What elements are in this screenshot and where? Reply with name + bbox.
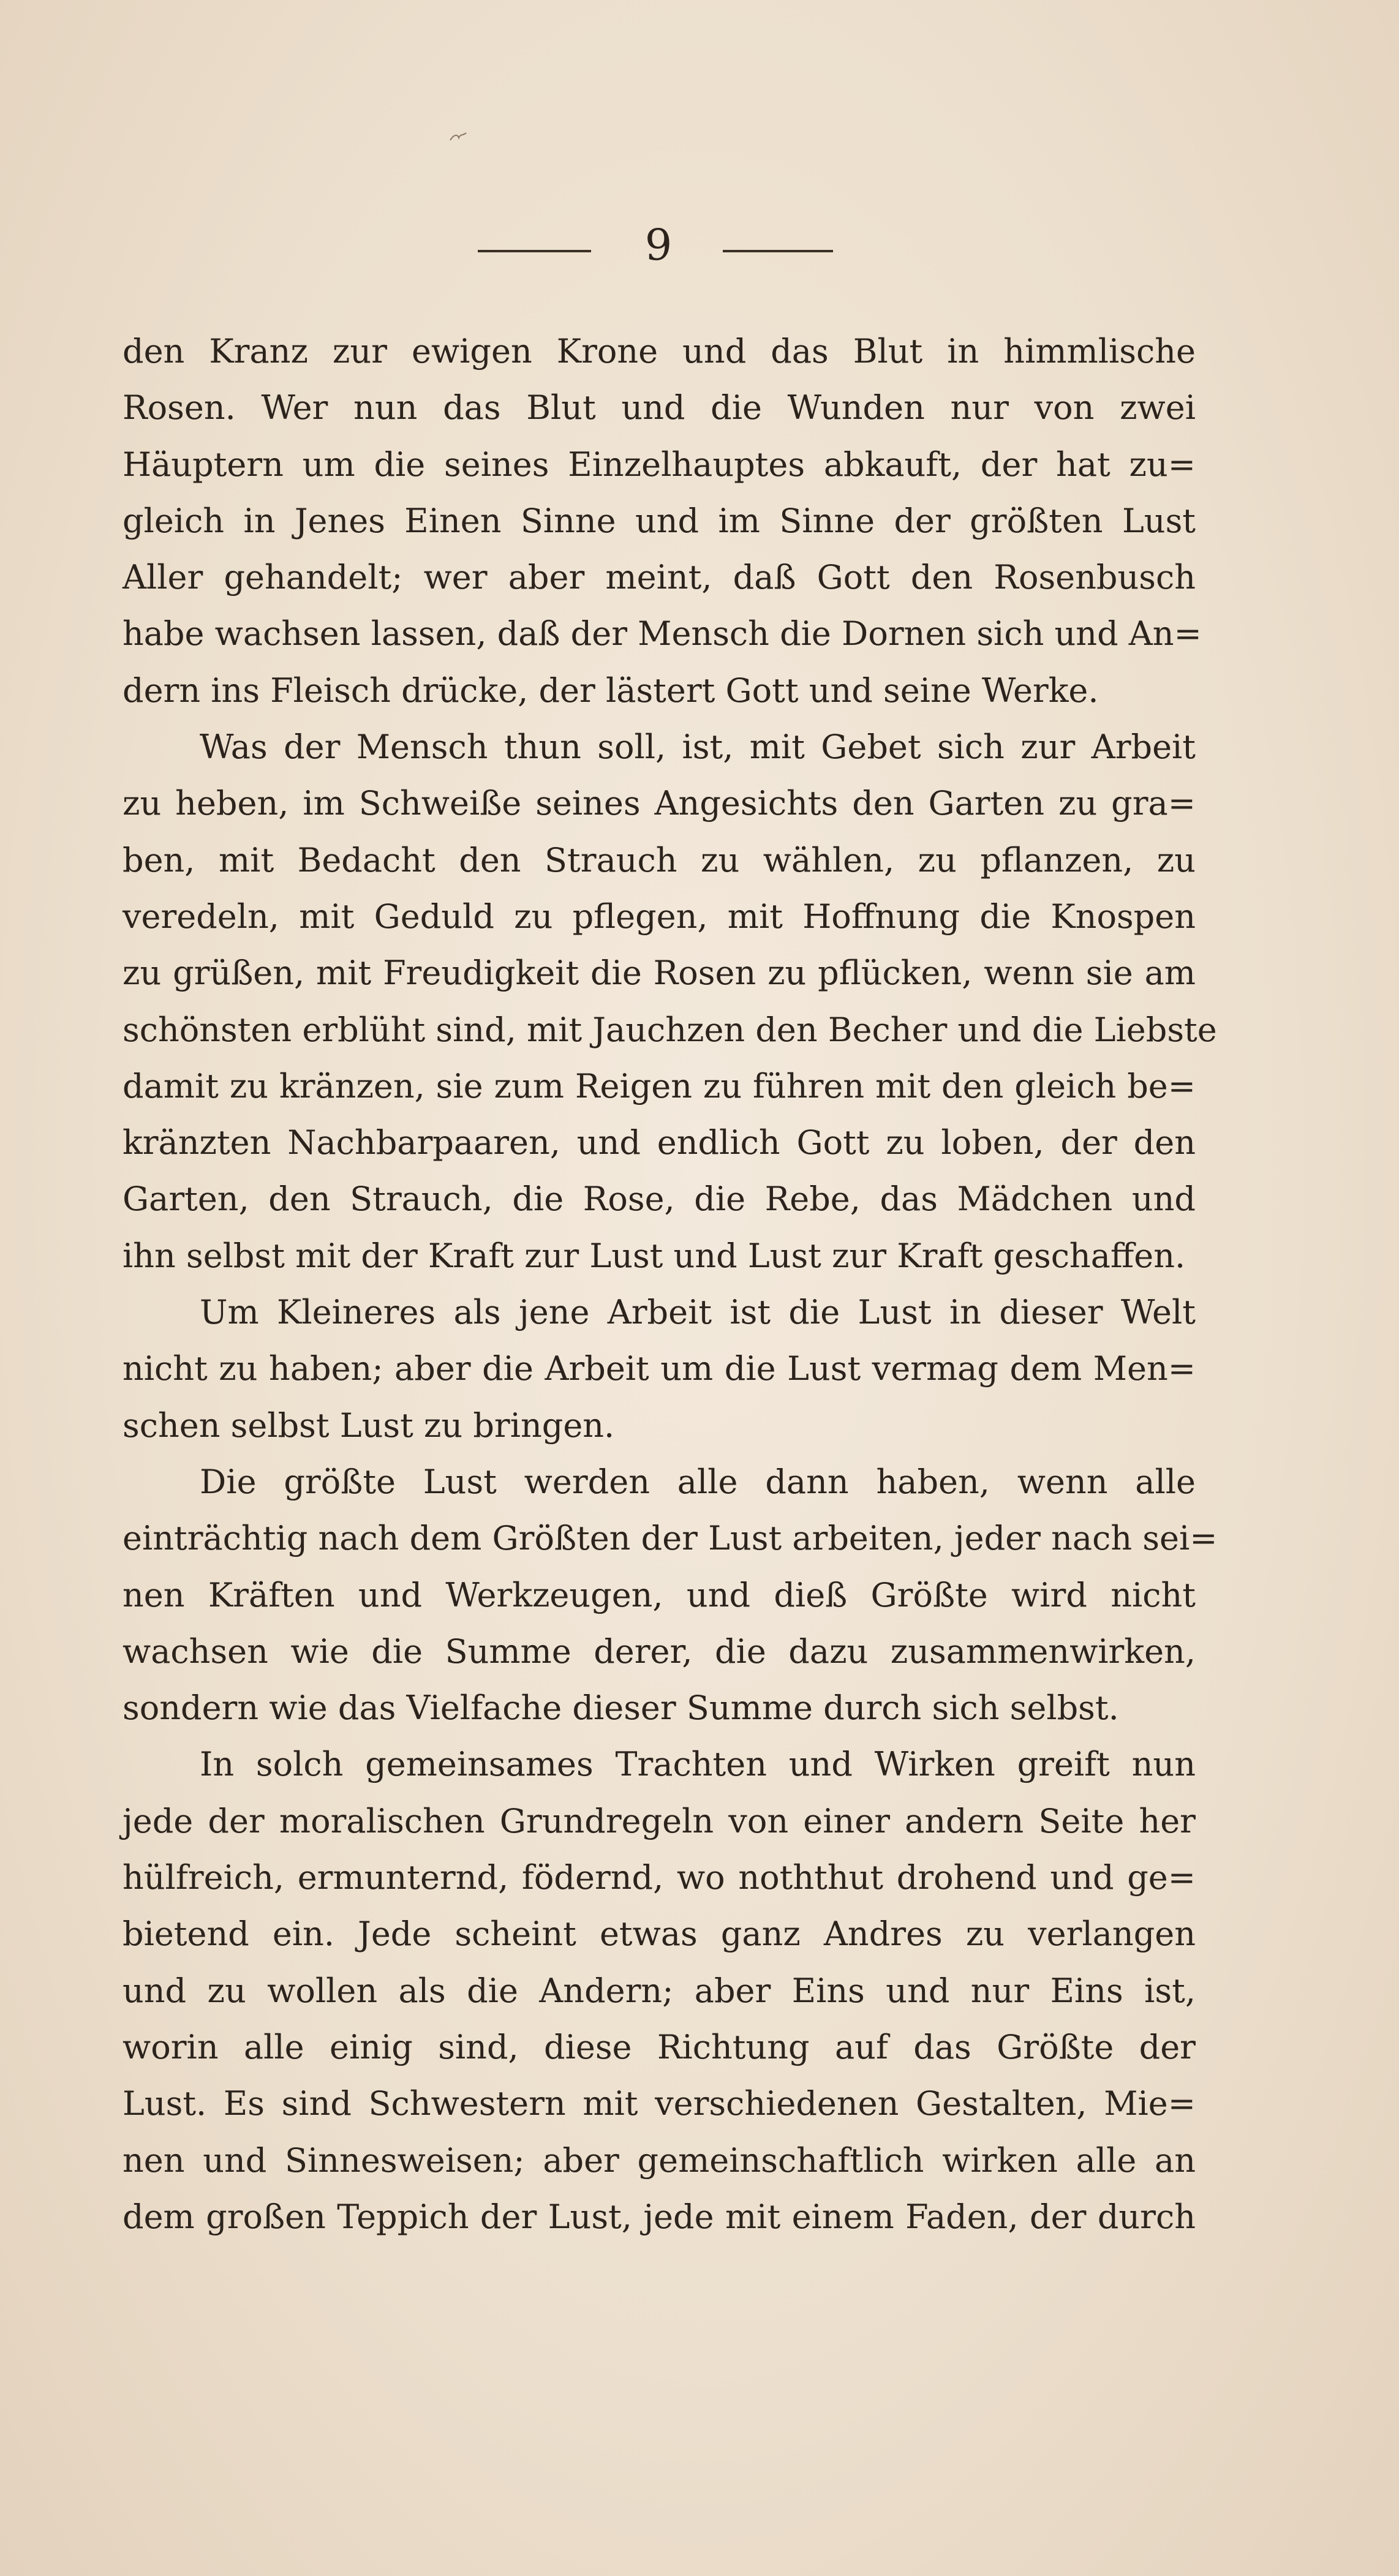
text-line: kränzten Nachbarpaaren, und endlich Gott zu loben, der den	[123, 1123, 1196, 1162]
text-line: In solch gemeinsames Trachten und Wirken greift nun	[200, 1745, 1196, 1784]
header-rule-right	[723, 250, 833, 252]
text-line: sondern wie das Vielfache dieser Summe durch sich selbst.	[123, 1689, 1119, 1728]
text-line: bietend ein. Jede scheint etwas ganz Andres zu verlangen	[123, 1915, 1196, 1954]
text-line: Um Kleineres als jene Arbeit ist die Lust in dieser Welt	[200, 1293, 1196, 1332]
text-line: Rosen. Wer nun das Blut und die Wunden nur von zwei	[123, 388, 1196, 427]
text-line: und zu wollen als die Andern; aber Eins und nur Eins ist,	[123, 1971, 1196, 2010]
text-line: Was der Mensch thun soll, ist, mit Gebet sich zur Arbeit	[200, 728, 1196, 767]
text-line: jede der moralischen Grundregeln von einer andern Seite her	[123, 1801, 1196, 1840]
text-line: damit zu kränzen, sie zum Reigen zu führen mit den gleich be=	[123, 1066, 1196, 1105]
text-line: den Kranz zur ewigen Krone und das Blut in himmlische	[123, 332, 1196, 371]
text-line: zu grüßen, mit Freudigkeit die Rosen zu pflücken, wenn sie am	[123, 954, 1196, 993]
text-line: Garten, den Strauch, die Rose, die Rebe, das Mädchen und	[123, 1180, 1196, 1219]
body-text	[123, 323, 1218, 2245]
printer-mark-icon	[449, 132, 467, 144]
text-line: Aller gehandelt; wer aber meint, daß Gott den Rosenbusch	[123, 558, 1196, 597]
page-header	[0, 217, 1399, 273]
text-line: schen selbst Lust zu bringen.	[123, 1406, 615, 1445]
text-line: worin alle einig sind, diese Richtung auf das Größte der	[123, 2027, 1196, 2066]
text-line: einträchtig nach dem Größten der Lust arbeiten, jeder nach sei=	[123, 1519, 1218, 1558]
text-line: schönsten erblüht sind, mit Jauchzen den Becher und die Liebste	[123, 1010, 1217, 1049]
text-line: nen Kräften und Werkzeugen, und dieß Größte wird nicht	[123, 1575, 1196, 1614]
text-line: Die größte Lust werden alle dann haben, wenn alle	[200, 1462, 1196, 1501]
page-number: 9	[644, 220, 673, 270]
text-line: dem großen Teppich der Lust, jede mit einem Faden, der durch	[123, 2197, 1196, 2236]
text-line: nen und Sinnesweisen; aber gemeinschaftlich wirken alle an	[123, 2141, 1196, 2180]
text-line: gleich in Jenes Einen Sinne und im Sinne der größten Lust	[123, 501, 1196, 540]
text-line: ihn selbst mit der Kraft zur Lust und Lust zur Kraft geschaffen.	[123, 1236, 1186, 1275]
text-line: ben, mit Bedacht den Strauch zu wählen, zu pflanzen, zu	[123, 840, 1196, 879]
text-line: Häuptern um die seines Einzelhauptes abkauft, der hat zu=	[123, 445, 1196, 484]
text-line: nicht zu haben; aber die Arbeit um die Lust vermag dem Men=	[123, 1349, 1196, 1388]
text-line: Lust. Es sind Schwestern mit verschiedenen Gestalten, Mie=	[123, 2084, 1196, 2123]
text-line: habe wachsen lassen, daß der Mensch die Dornen sich und An=	[123, 614, 1202, 653]
text-line: zu heben, im Schweiße seines Angesichts den Garten zu gra=	[123, 784, 1196, 823]
text-line: hülfreich, ermunternd, födernd, wo noththut drohend und ge=	[123, 1858, 1196, 1897]
header-rule-left	[478, 250, 591, 252]
text-line: dern ins Fleisch drücke, der lästert Gott und seine Werke.	[123, 671, 1099, 710]
text-line: veredeln, mit Geduld zu pflegen, mit Hoffnung die Knospen	[123, 897, 1196, 936]
text-line: wachsen wie die Summe derer, die dazu zusammenwirken,	[123, 1632, 1196, 1671]
